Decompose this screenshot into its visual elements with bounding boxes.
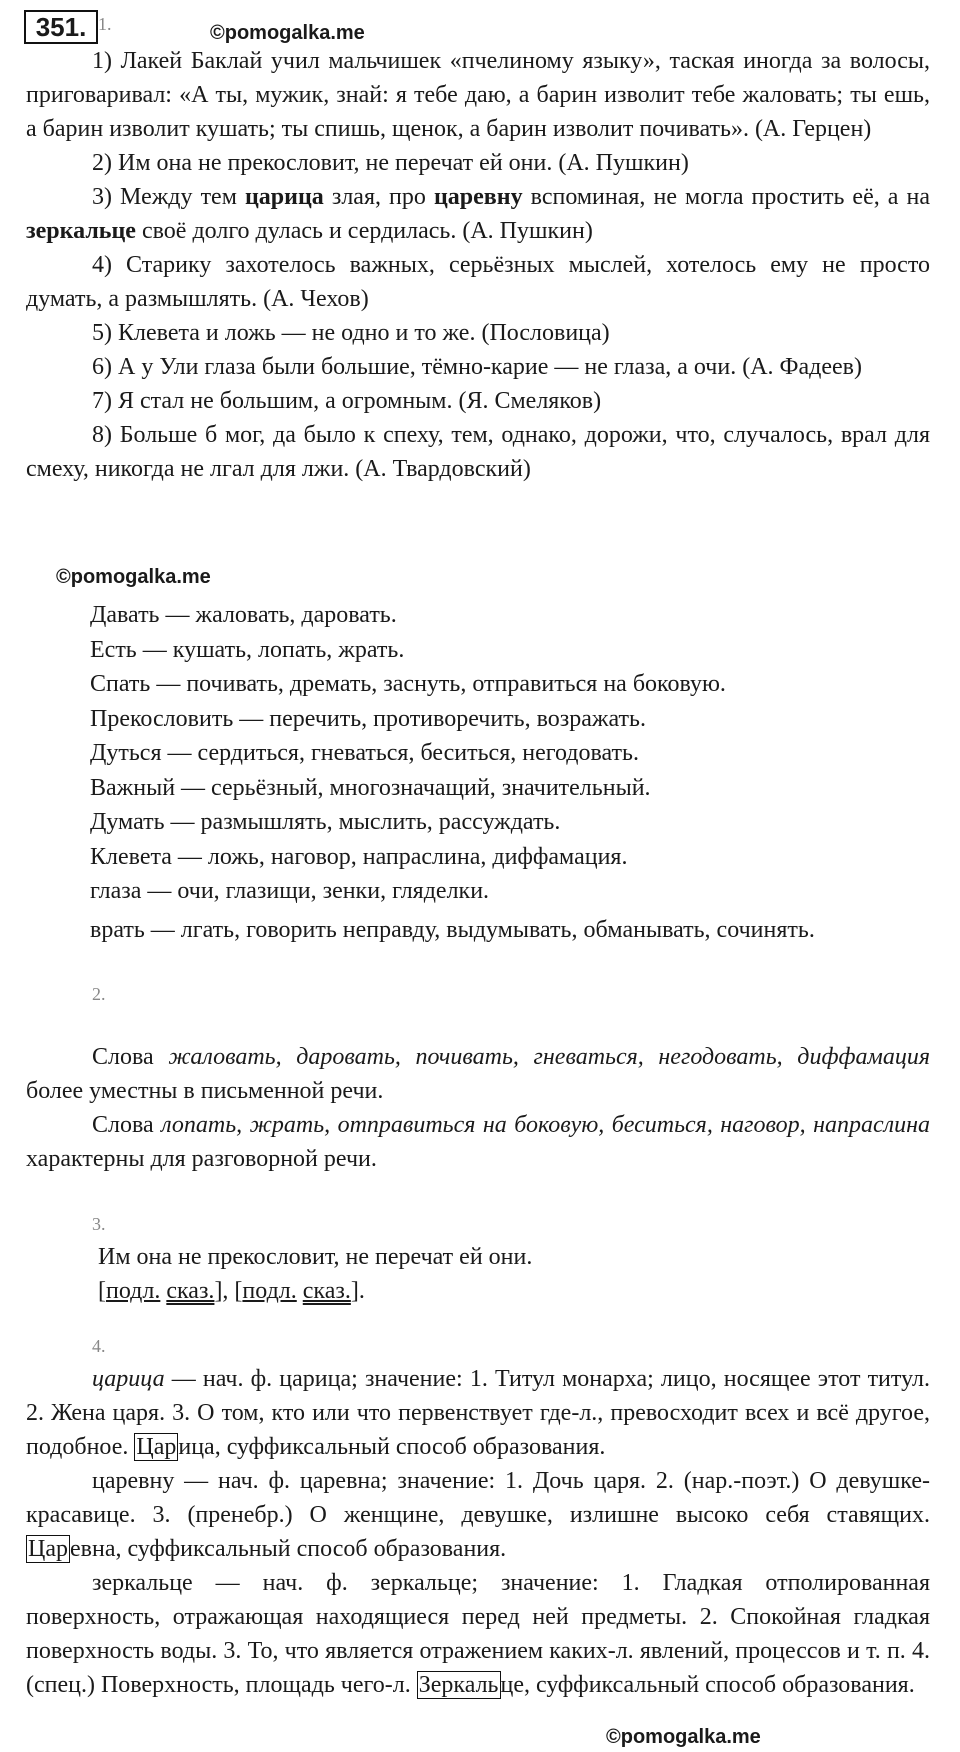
section-3-sentence: Им она не прекословит, не перечат ей они. (98, 1244, 533, 1270)
sentence-4: 4) Старику захотелось важных, серьёзных мыслей, хотелось ему не просто думать, а размышлять. (А. Чехов) (26, 252, 930, 312)
synonym-row: Думать — размышлять, мыслить, рассуждать. (90, 809, 561, 835)
sentences-block (26, 44, 930, 486)
section-2-number: 2. (92, 984, 106, 1004)
suffix-mark: ц (500, 1672, 514, 1698)
sentence-8: 8) Больше б мог, да было к спеху, тем, однако, дорожи, что, случалось, врал для смеху, никогда не лгал для лжи. (А. Твардовский) (26, 422, 930, 482)
exercise-number: 351. (24, 10, 98, 44)
synonyms-list (90, 598, 815, 947)
section-2-paragraph-1: Слова жаловать, даровать, почивать, гневаться, негодовать, диффамация более уместны в письменной речи. (26, 1044, 930, 1104)
synonym-row: Есть — кушать, лопать, жрать. (90, 636, 405, 663)
synonym-row: Дуться — сердиться, гневаться, беситься, негодовать. (90, 740, 639, 766)
bold-word-tsarevnu: царевну (433, 184, 523, 210)
watermark-top: ©pomogalka.me (210, 22, 365, 44)
suffix-mark: евн (69, 1536, 105, 1562)
section-4-text (26, 1362, 930, 1702)
section-3-number: 3. (92, 1214, 106, 1234)
section-2-text (26, 1040, 930, 1176)
predicate-mark: сказ. (302, 1278, 351, 1304)
sentence-1: 1) Лакей Баклай учил мальчишек «пчелиному языку», таская иногда за волосы, приговаривал: «А ты, мужик, знай: я тебе даю, а барин изволит тебе жаловать; ты ешь, а барин изволит кушать; ты спишь, щенок, а барин изволит почивать». (А. Герцен) (26, 48, 930, 142)
section-3-parse: [подл. сказ.], [подл. сказ.]. (98, 1278, 365, 1304)
synonym-row: врать — лгать, говорить неправду, выдумывать, обманывать, сочинять. (90, 916, 815, 943)
section-1-number: 1. (98, 14, 112, 34)
sentence-3: 3) Между тем царица злая, про царевну вспоминая, не могла простить её, а на зеркальце своё долго дулась и сердилась. (А. Пушкин) (26, 184, 930, 244)
bold-word-zerkaltse: зеркальце (26, 218, 136, 244)
section-4-number: 4. (92, 1336, 106, 1356)
suffix-mark: иц (178, 1434, 205, 1460)
sentence-2: 2) Им она не прекословит, не перечат ей они. (А. Пушкин) (92, 150, 689, 176)
sentence-7: 7) Я стал не большим, а огромным. (Я. Смеляков) (92, 388, 602, 414)
watermark-bottom: ©pomogalka.me (606, 1726, 761, 1748)
watermark-middle: ©pomogalka.me (56, 566, 211, 588)
synonym-row: Давать — жаловать, даровать. (90, 602, 397, 628)
section-2-paragraph-2: Слова лопать, жрать, отправиться на боковую, беситься, наговор, напраслина характерны для разговорной речи. (26, 1112, 931, 1172)
bold-word-tsaritsa: царица (244, 184, 324, 210)
sentence-5: 5) Клевета и ложь — не одно и то же. (Пословица) (92, 320, 610, 346)
word-analysis-tsaritsa: царица — нач. ф. царица; значение: 1. Титул монарха; лицо, носящее этот титул. 2. Жена царя. 3. О том, кто или что первенствует где-л., превосходит всех и всё другое, подобное. Царица, суффиксальный способ образования. (26, 1366, 930, 1460)
root-box: Цар (28, 1536, 68, 1562)
synonym-row: Клевета — ложь, наговор, напраслина, диффамация. (90, 843, 628, 870)
synonym-row: глаза — очи, глазищи, зенки, гляделки. (90, 878, 490, 904)
synonym-row: Важный — серьёзный, многозначащий, значительный. (90, 774, 651, 801)
subject-mark: подл. (242, 1278, 297, 1304)
root-box: Цар (136, 1434, 177, 1460)
synonym-row: Спать — почивать, дремать, заснуть, отправиться на боковую. (90, 671, 726, 697)
word-analysis-tsarevnu: царевну — нач. ф. царевна; значение: 1. Дочь царя. 2. (нар.-поэт.) О девушке-красавице. 3. (пренебр.) О женщине, девушке, излишне высоко себя ставящих. Царевна, суффиксальный способ образования. (26, 1468, 930, 1562)
word-analysis-zerkaltse: зеркальце — нач. ф. зеркальце; значение: 1. Гладкая отполированная поверхность, отражающая находящиеся перед ней предметы. 2. Спокойная гладкая поверхность воды. 3. То, что является отражением каких-л. явлений, процессов и т. п. 4. (спец.) Поверхность, площадь чего-л. Зеркальце, суффиксальный способ образования. (26, 1570, 930, 1698)
predicate-mark: сказ. (166, 1278, 215, 1304)
subject-mark: подл. (106, 1278, 161, 1304)
root-box: Зеркаль (418, 1672, 499, 1698)
sentence-6: 6) А у Ули глаза были большие, тёмно-карие — не глаза, а очи. (А. Фадеев) (92, 354, 862, 380)
synonym-row: Прекословить — перечить, противоречить, возражать. (90, 705, 646, 732)
